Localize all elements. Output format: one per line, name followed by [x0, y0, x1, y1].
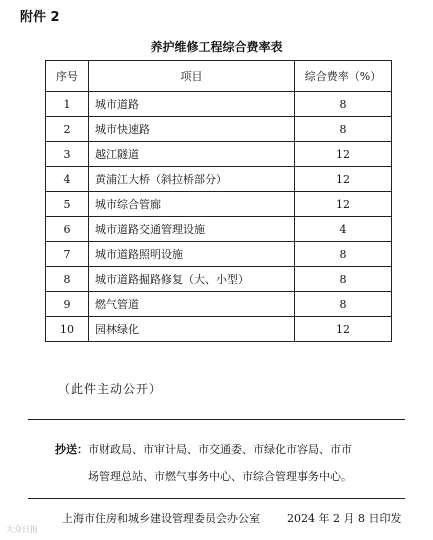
cc-line-1: [55, 436, 395, 463]
watermark: 大众日报: [6, 525, 38, 534]
header-seq: 序号: [46, 61, 89, 92]
issue-date: 2024 年 2 月 8 日印发: [287, 512, 402, 525]
row-item-text: 燃气管道: [95, 298, 139, 311]
row-rate: 8: [295, 242, 392, 267]
cc-recipients-2: 场管理总站、市燃气事务中心、市综合管理事务中心。: [88, 470, 352, 483]
row-item-text: 城市道路交通管理设施: [95, 223, 205, 236]
issuer-name: 上海市住房和城乡建设管理委员会办公室: [62, 512, 260, 525]
row-rate: 8: [295, 92, 392, 117]
disclosure-note: （此件主动公开）: [58, 382, 163, 396]
row-item: [89, 317, 295, 342]
row-item-text: 城市道路掘路修复（大、小型）: [95, 273, 249, 286]
table-header-row: [46, 61, 392, 92]
row-no: 5: [46, 192, 89, 217]
row-item: [89, 242, 295, 267]
divider-bottom: [28, 498, 405, 499]
table-row: [46, 217, 392, 242]
row-item-text: 园林绿化: [95, 323, 139, 336]
row-no: 10: [46, 317, 89, 342]
row-item: [89, 217, 295, 242]
row-no: 3: [46, 142, 89, 167]
table-row: [46, 292, 392, 317]
row-item: [89, 167, 295, 192]
table-row: [46, 92, 392, 117]
document-title: 养护维修工程综合费率表: [150, 40, 283, 54]
row-rate: 4: [295, 217, 392, 242]
table-row: [46, 117, 392, 142]
row-no: 7: [46, 242, 89, 267]
row-item-text: 越江隧道: [95, 148, 139, 161]
row-item-text: 黄浦江大桥（斜拉桥部分）: [95, 173, 227, 186]
row-item-text: 城市综合管廊: [95, 198, 161, 211]
row-no: 8: [46, 267, 89, 292]
row-no: 1: [46, 92, 89, 117]
cc-recipients-1: 市财政局、市审计局、市交通委、市绿化市容局、市市: [88, 443, 352, 456]
cc-block: [55, 436, 395, 490]
table-row: [46, 267, 392, 292]
row-rate: 12: [295, 192, 392, 217]
row-item: [89, 92, 295, 117]
row-rate: 8: [295, 292, 392, 317]
row-no: 9: [46, 292, 89, 317]
row-item: [89, 117, 295, 142]
row-no: 2: [46, 117, 89, 142]
divider-top: [28, 419, 405, 420]
table-row: [46, 142, 392, 167]
row-item-text: 城市道路照明设施: [95, 248, 183, 261]
row-item: [89, 267, 295, 292]
table-row: [46, 242, 392, 267]
row-no: 6: [46, 217, 89, 242]
row-item-text: 城市道路: [95, 98, 139, 111]
table-row: [46, 317, 392, 342]
cc-line-2: [55, 463, 395, 490]
row-rate: 8: [295, 267, 392, 292]
row-item: [89, 192, 295, 217]
annex-label: 附件 2: [20, 10, 60, 25]
row-rate: 12: [295, 167, 392, 192]
table-row: [46, 192, 392, 217]
cc-label: 抄送：: [55, 443, 88, 456]
row-rate: 12: [295, 317, 392, 342]
rates-table: [45, 60, 392, 342]
row-item-text: 城市快速路: [95, 123, 150, 136]
table-row: [46, 167, 392, 192]
row-item: [89, 142, 295, 167]
row-rate: 8: [295, 117, 392, 142]
header-rate: 综合费率（%）: [295, 61, 392, 92]
row-item: [89, 292, 295, 317]
row-no: 4: [46, 167, 89, 192]
header-item: 项目: [89, 61, 295, 92]
row-rate: 12: [295, 142, 392, 167]
